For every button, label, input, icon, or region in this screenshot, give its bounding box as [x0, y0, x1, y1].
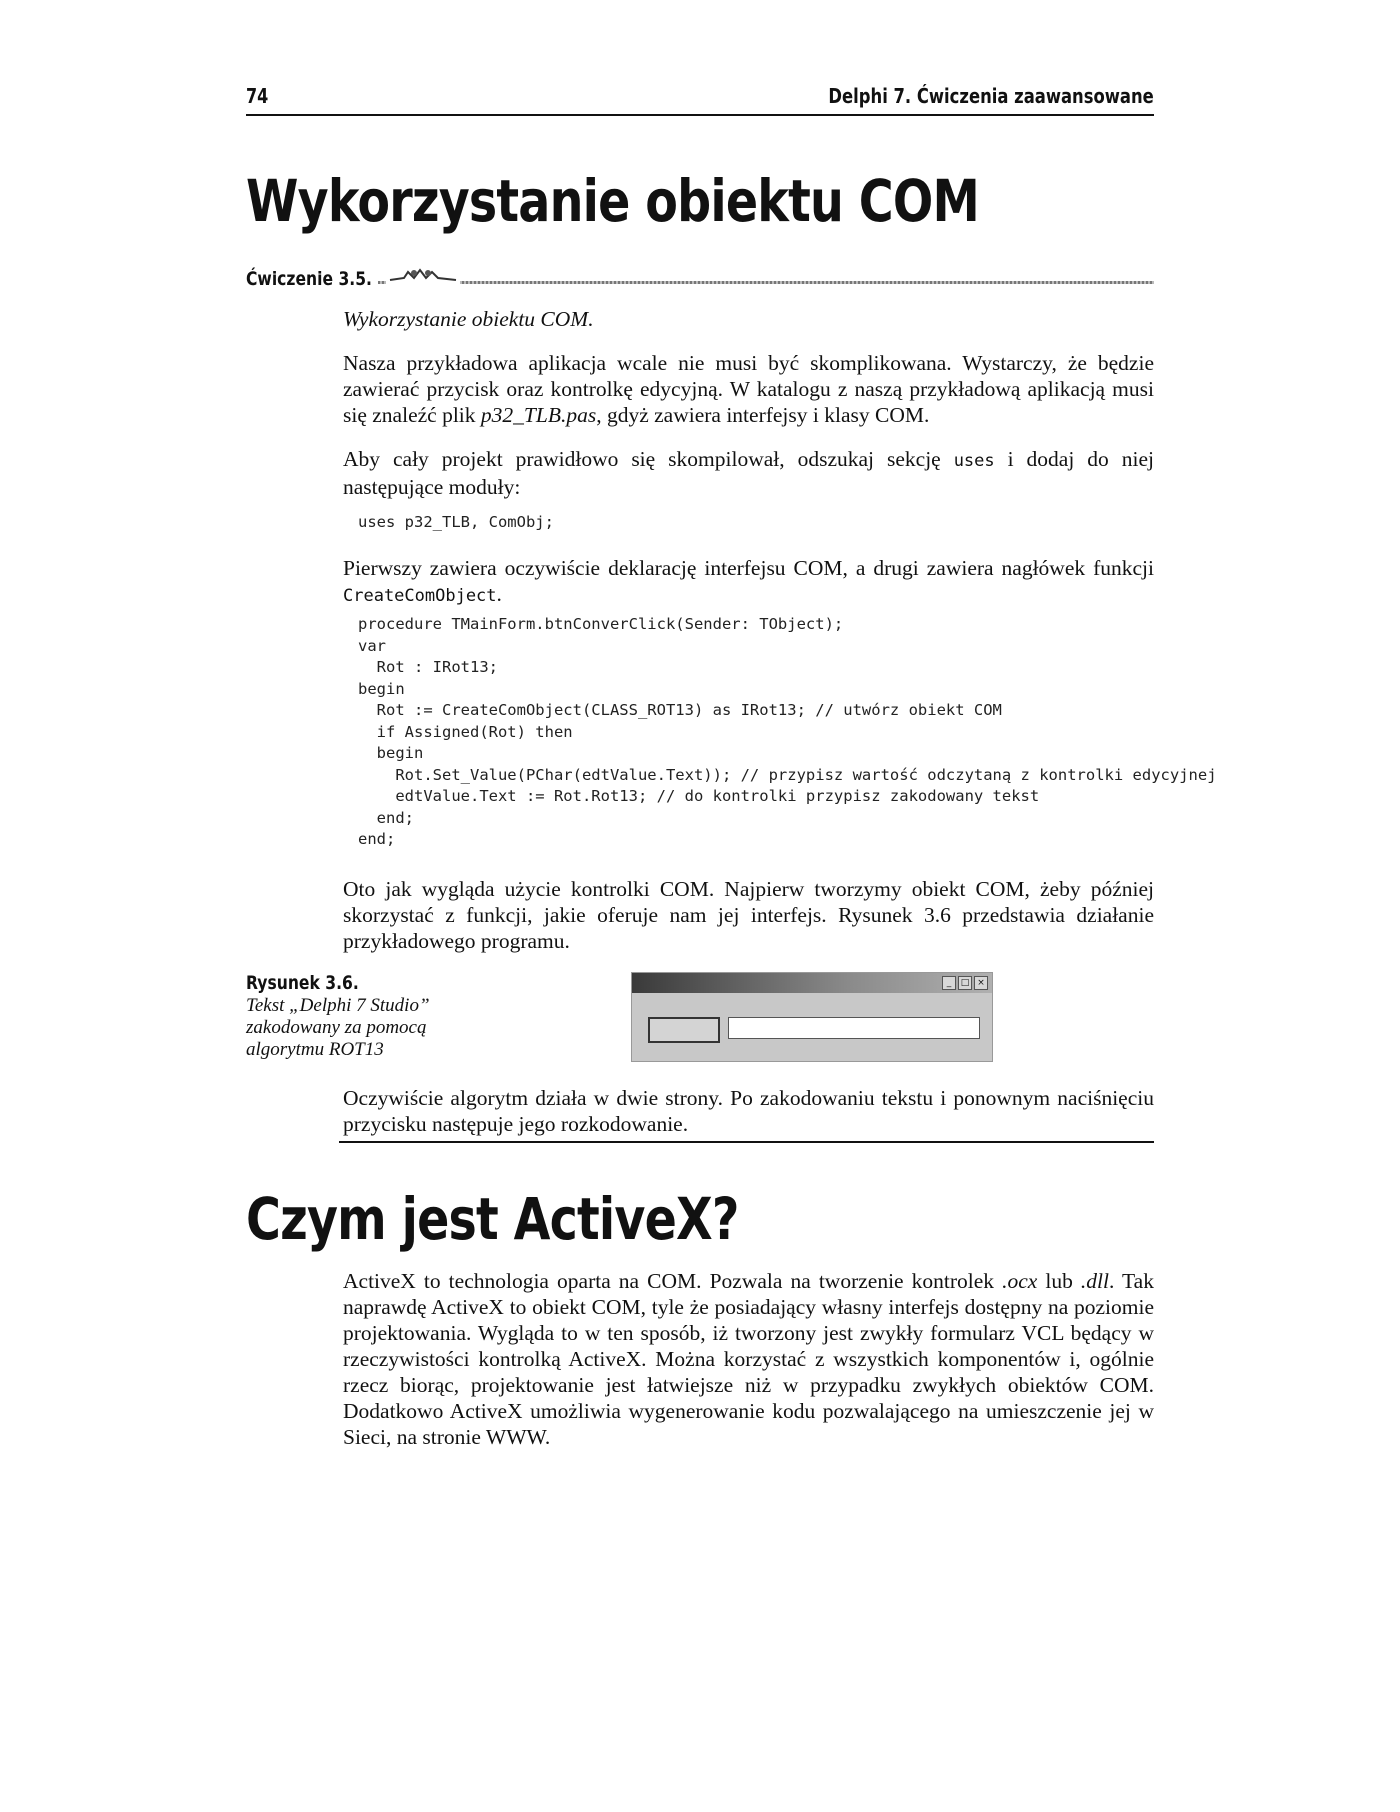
minimize-icon: _: [942, 976, 956, 990]
page-number: 74: [246, 84, 269, 108]
function-name: CreateComObject: [343, 586, 497, 606]
file-name: p32_TLB.pas: [480, 403, 597, 427]
book-title: Delphi 7. Ćwiczenia zaawansowane: [828, 84, 1154, 108]
code-block-uses: uses p32_TLB, ComObj;: [358, 513, 554, 531]
ornament-icon: [386, 264, 460, 286]
exercise-subtitle: Wykorzystanie obiektu COM.: [343, 307, 594, 331]
paragraph-3: Pierwszy zawiera oczywiście deklarację interfejsu COM, a drugi zawiera nagłówek funkcji CreateComObject.: [343, 556, 1154, 606]
paragraph-5: Oczywiście algorytm działa w dwie strony. Po zakodowaniu tekstu i ponownym naciśnięciu przycisku następuje jego rozkodowanie.: [343, 1086, 1154, 1136]
exercise-end-rule: [339, 1141, 1154, 1143]
paragraph-activex: ActiveX to technologia oparta na COM. Pozwala na tworzenie kontrolek .ocx lub .dll. Tak naprawdę ActiveX to obiekt COM, tyle że posiadający własny interfejs dostępny na poziomie projektowania. Wygląda to w ten sposób, iż tworzony jest zwykły formularz VCL będący w rzeczywistości kontrolką ActiveX. Można korzystać z wszystkich komponentów i, ogólnie rzecz biorąc, projektowanie jest łatwiejsze niż w przypadku zwykłych obiektów COM. Dodatkowo ActiveX umożliwia wygenerowanie kodu pozwalającego na umieszczenie jej w Sieci, na stronie WWW.: [343, 1269, 1154, 1449]
figure-caption: [246, 972, 476, 1061]
convert-button: [648, 1017, 720, 1043]
figure-screenshot: [631, 972, 993, 1062]
paragraph-4: Oto jak wygląda użycie kontrolki COM. Najpierw tworzymy obiekt COM, żeby później skorzystać z funkcji, jakie oferuje nam jej interfejs. Rysunek 3.6 przedstawia działanie przykładowego programu.: [343, 877, 1154, 953]
close-icon: ×: [974, 976, 988, 990]
paragraph-2: Aby cały projekt prawidłowo się skompilował, odszukaj sekcję uses i dodaj do niej następujące moduły:: [343, 447, 1154, 499]
exercise-header: [246, 264, 1154, 294]
figure-description: Tekst „Delphi 7 Studio” zakodowany za pomocą algorytmu ROT13: [246, 995, 430, 1060]
code-block-procedure: procedure TMainForm.btnConverClick(Sender: TObject); var Rot : IRot13; begin Rot := CreateComObject(CLASS_ROT13) as IRot13; // utwórz obiekt COM if Assigned(Rot) then begin Rot.Set_Value(PChar(edtValue.Text)); // przypisz wartość odczytaną z kontrolki edycyjnej edtValue.Text := Rot.Rot13; // do kontrolki przypisz zakodowany tekst end; end;: [358, 615, 1217, 848]
exercise-rule: [378, 281, 1154, 284]
keyword-uses: uses: [953, 451, 995, 471]
section-title-activex: Czym jest ActiveX?: [246, 1185, 739, 1253]
page-header: [246, 82, 1154, 116]
window-titlebar: [632, 973, 992, 993]
paragraph-1: Nasza przykładowa aplikacja wcale nie musi być skomplikowana. Wystarczy, że będzie zawierać przycisk oraz kontrolkę edycyjną. W katalogu z naszą przykładową aplikacją musi się znaleźć plik p32_TLB.pas, gdyż zawiera interfejsy i klasy COM.: [343, 351, 1154, 427]
maximize-icon: □: [958, 976, 972, 990]
section-title-com: Wykorzystanie obiektu COM: [246, 167, 979, 235]
edit-field: [728, 1017, 980, 1039]
figure-label: Rysunek 3.6.: [246, 972, 359, 994]
exercise-label: Ćwiczenie 3.5.: [246, 268, 372, 290]
